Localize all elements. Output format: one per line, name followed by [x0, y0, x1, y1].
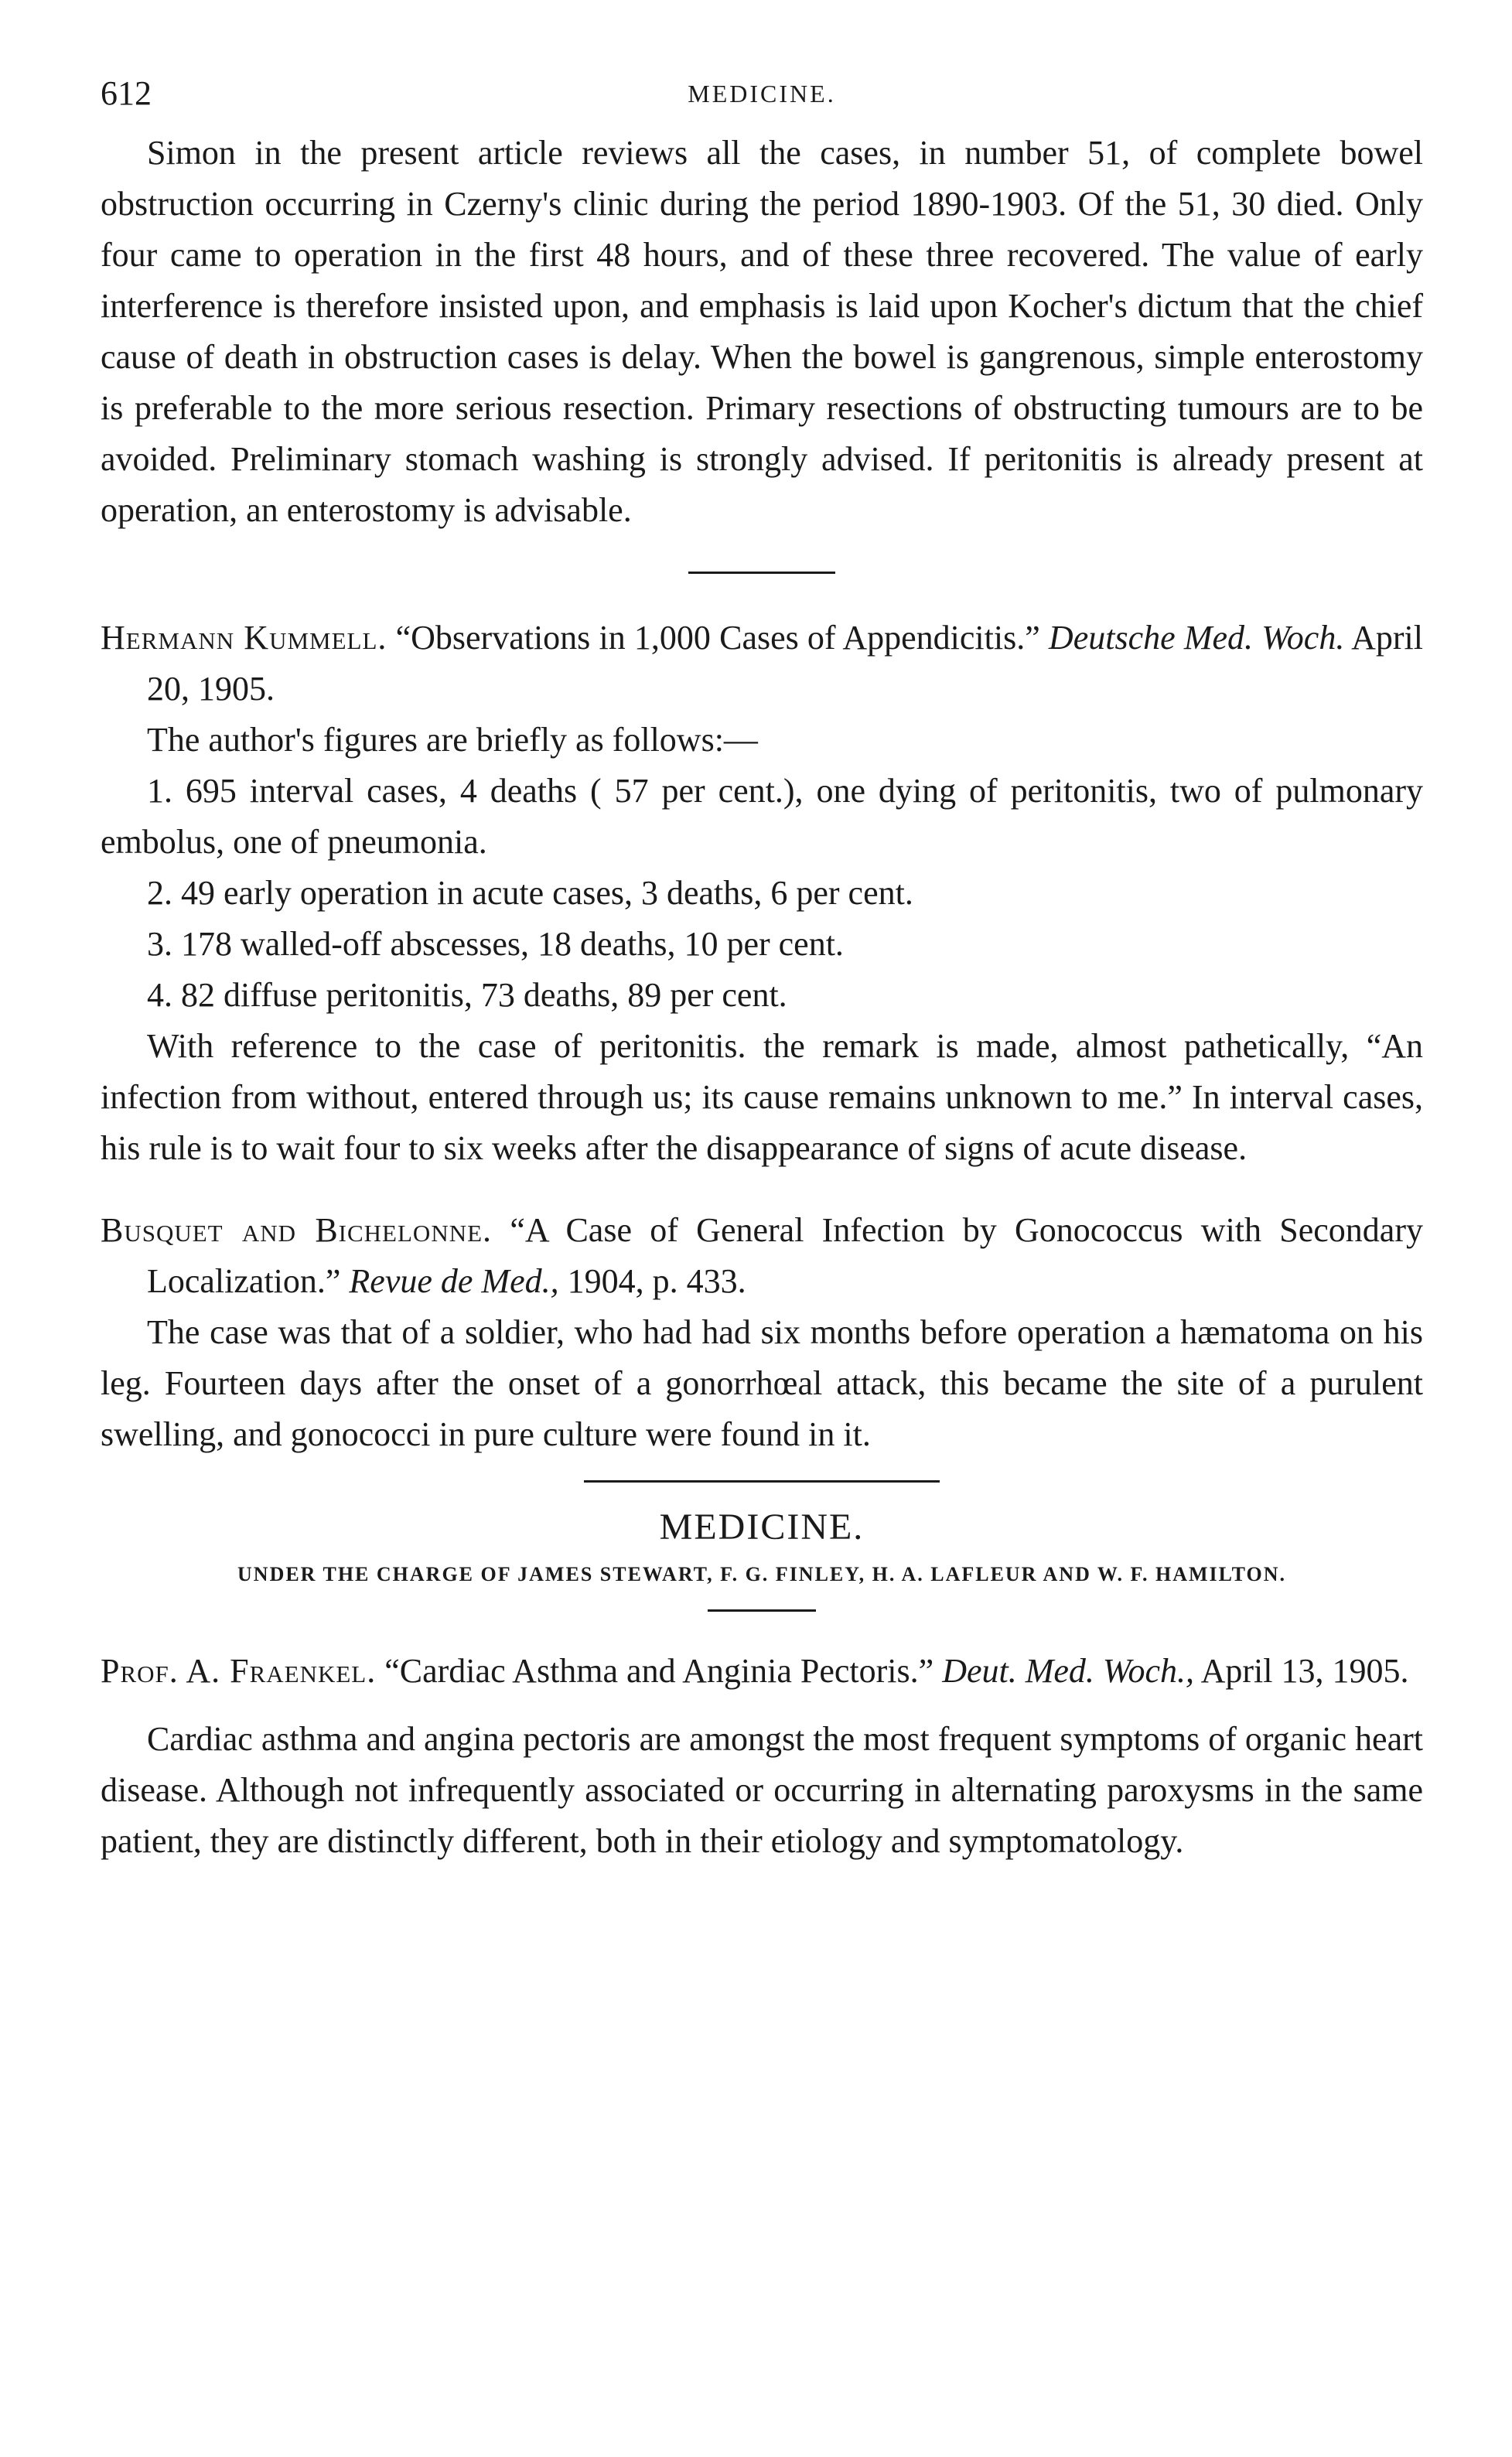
entry-title: “A Case of General Infection by Gonococcus with Secondary Localization.”: [147, 1211, 1423, 1300]
entry-body: The case was that of a soldier, who had had six months before operation a hæmatoma on his leg. Fourteen days after the onset of a gonorrhœal attack, this became the site of a purulent swelling, and gonococci in pure culture were found in it.: [101, 1313, 1423, 1453]
entry-author: Busquet and Bichelonne.: [101, 1211, 493, 1249]
entry-date: April 13, 1905.: [1200, 1652, 1409, 1690]
list-item: 2. 49 early operation in acute cases, 3 deaths, 6 per cent.: [147, 874, 913, 912]
section-divider: [708, 1609, 816, 1612]
section-divider: [688, 572, 835, 574]
entry-fraenkel-citation: [101, 1646, 1423, 1697]
entry-title: “Cardiac Asthma and Anginia Pectoris.”: [384, 1652, 934, 1690]
list-item: 1. 695 interval cases, 4 deaths ( 57 per cent.), one dying of peritonitis, two of pulmonary embolus, one of pneumonia.: [101, 772, 1423, 861]
entry-journal: Deutsche Med. Woch.: [1048, 619, 1345, 657]
entry-journal: Deut. Med. Woch.,: [942, 1652, 1195, 1690]
running-head: MEDICINE.: [688, 80, 836, 107]
entry-author: Hermann Kummell.: [101, 619, 387, 657]
page-number: 612: [101, 74, 152, 112]
section-editors: UNDER THE CHARGE OF JAMES STEWART, F. G. FINLEY, H. A. LAFLEUR AND W. F. HAMILTON.: [237, 1563, 1286, 1585]
entry-kummell-citation: [101, 613, 1423, 715]
intro-paragraph: Simon in the present article reviews all the cases, in number 51, of complete bowel obstruction occurring in Czerny's clinic during the period 1890-1903. Of the 51, 30 died. Only four came to operation in the first 48 hours, and of these three recovered. The value of early interference is therefore insisted upon, and emphasis is laid upon Kocher's dictum that the chief cause of death in obstruction cases is delay. When the bowel is gangrenous, simple enterostomy is preferable to the more serious resection. Primary resections of obstructing tumours are to be avoided. Preliminary stomach washing is strongly advised. If peritonitis is already present at operation, an enterostomy is advisable.: [101, 134, 1423, 529]
entry-body: Cardiac asthma and angina pectoris are amongst the most frequent symptoms of organic heart disease. Although not infrequently associated or occurring in alternating paroxysms in the same patient, they are distinctly different, both in their etiology and symptomatology.: [101, 1720, 1423, 1860]
spacer: [101, 1174, 1423, 1205]
entry-journal: Revue de Med.,: [349, 1262, 559, 1300]
entry-remark: With reference to the case of peritonitis. the remark is made, almost pathetically, “An infection from without, entered through us; its cause remains unknown to me.” In interval cases, his rule is to wait four to six weeks after the disappearance of signs of acute disease.: [101, 1027, 1423, 1167]
document-page: [101, 73, 1423, 1867]
entry-busquet-citation: [101, 1205, 1423, 1307]
entry-date: 1904, p. 433.: [567, 1262, 746, 1300]
section-title: MEDICINE.: [659, 1507, 865, 1548]
spacer: [101, 1697, 1423, 1714]
entry-lead: The author's figures are briefly as follows:—: [147, 721, 758, 759]
entry-date: April 20, 1905.: [147, 619, 1423, 708]
list-item: 4. 82 diffuse peritonitis, 73 deaths, 89 per cent.: [147, 976, 787, 1014]
entry-title: “Observations in 1,000 Cases of Appendicitis.”: [395, 619, 1040, 657]
page-header: [101, 73, 1423, 128]
list-item: 3. 178 walled-off abscesses, 18 deaths, 10 per cent.: [147, 925, 844, 963]
entry-author: Prof. A. Fraenkel.: [101, 1652, 377, 1690]
section-divider: [584, 1480, 940, 1483]
